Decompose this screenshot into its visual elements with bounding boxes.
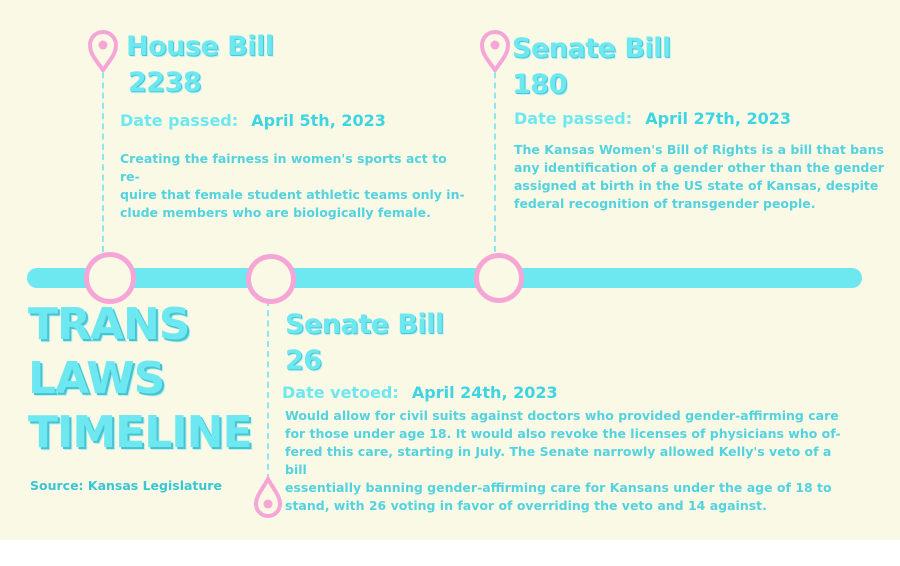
drop-pin-icon [252,476,284,518]
description-line: any identification of a gender other than the gender [514,160,884,175]
bill-title-line2: 2238 [128,67,202,98]
connector-senate-bill-26 [267,300,269,480]
date-label: Date vetoed: [282,383,399,402]
timeline-marker-house-bill-2238 [84,252,136,304]
description-line: fered this care, starting in July. The Senate narrowly allowed Kelly's veto of a bill [285,444,832,477]
timeline-marker-senate-bill-26 [246,254,296,304]
bill-title-line1: House Bill [126,31,274,62]
page-title-line: LAWS [28,353,165,404]
description-line: for those under age 18. It would also revoke the licenses of physicians who of- [285,426,841,441]
map-pin-icon [478,30,512,72]
description-line: assigned at birth in the US state of Kansas, despite [514,178,879,193]
source-credit: Source: Kansas Legislature [30,478,222,493]
bill-title-line1: Senate Bill [512,33,671,64]
house-bill-2238-date [120,111,386,130]
date-label: Date passed: [120,111,239,130]
house-bill-2238-title [126,32,274,98]
description-line: stand, with 26 voting in favor of overriding the veto and 14 against. [285,498,767,513]
senate-bill-26-title [285,310,444,376]
bill-title-line2: 26 [285,345,322,376]
page-title-line: TRANS [28,299,190,350]
senate-bill-26-description [285,407,845,515]
description-line: federal recognition of transgender people. [514,196,816,211]
connector-house-bill-2238 [102,62,104,252]
map-pin-icon [86,30,120,72]
bill-title-line1: Senate Bill [285,309,444,340]
description-line: The Kansas Women's Bill of Rights is a bill that bans [514,142,884,157]
page-title-line: TIMELINE [28,407,252,458]
date-value: April 27th, 2023 [645,109,791,128]
senate-bill-180-title [512,34,671,100]
description-line: quire that female student athletic teams only in- [120,187,465,202]
house-bill-2238-description [120,150,465,222]
bill-title-line2: 180 [512,69,567,100]
description-line: clude members who are biologically female. [120,205,431,220]
date-label: Date passed: [514,109,633,128]
description-line: Would allow for civil suits against doctors who provided gender-affirming care [285,408,839,423]
connector-senate-bill-180 [494,62,496,252]
date-value: April 24th, 2023 [411,383,558,402]
senate-bill-180-date [514,109,791,128]
senate-bill-26-date [282,383,558,402]
description-line: essentially banning gender-affirming care for Kansans under the age of 18 to [285,480,832,495]
timeline-marker-senate-bill-180 [474,253,524,303]
date-value: April 5th, 2023 [251,111,386,130]
senate-bill-180-description [514,141,884,213]
page-title [28,298,252,460]
timeline-bar [27,268,862,288]
description-line: Creating the fairness in women's sports act to re- [120,151,447,184]
